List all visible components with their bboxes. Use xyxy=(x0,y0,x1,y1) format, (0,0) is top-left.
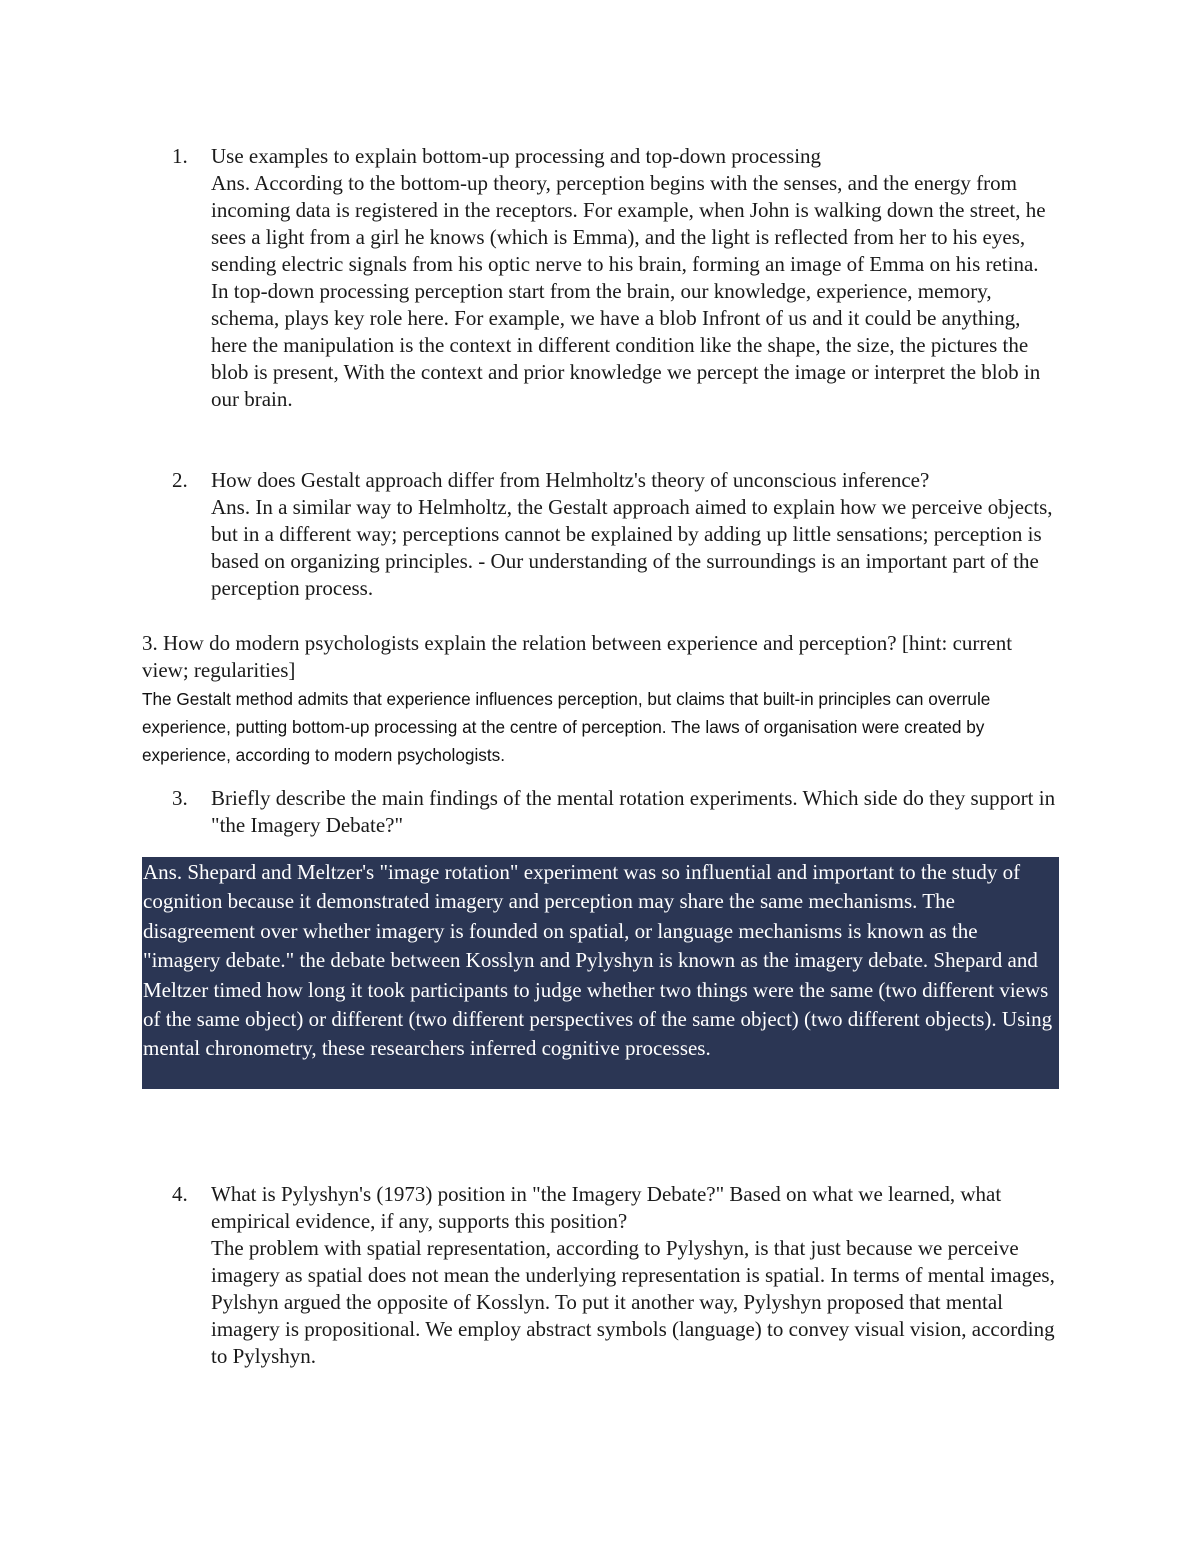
question-text: Use examples to explain bottom-up processing and top-down processing xyxy=(211,144,822,168)
question-text: How does Gestalt approach differ from Helmholtz's theory of unconscious inference? xyxy=(211,468,930,492)
list-number: 1. xyxy=(172,144,188,168)
answer-paragraph: Ans. Shepard and Meltzer's "image rotation" experiment was so influential and important to the study of cognition because it demonstrated imagery and perception may share the same mechanisms. The disagreement over whether imagery is founded on spatial, or language mechanisms is known as the "imagery debate." the debate between Kosslyn and Pylyshyn is known as the imagery debate. Shepard and Meltzer timed how long it took participants to judge whether two things were the same (two different views of the same object) or different (two different perspectives of the same object) (two different objects). Using mental chronometry, these researchers inferred cognitive processes. xyxy=(143,860,1053,1061)
question-text: Briefly describe the main findings of the mental rotation experiments. Which side do they support in "the Imagery Debate?" xyxy=(211,786,1056,837)
answer-paragraph: Ans. In a similar way to Helmholtz, the Gestalt approach aimed to explain how we perceive objects, but in a different way; perceptions cannot be explained by adding up little sensations; perception is based on organizing principles. - Our understanding of the surroundings is an important part of the perception process. xyxy=(211,495,1053,600)
question-3a xyxy=(142,630,1062,769)
question-text: What is Pylyshyn's (1973) position in "the Imagery Debate?" Based on what we learned, what empirical evidence, if any, supports this position? xyxy=(211,1182,1002,1233)
highlighted-answer-block xyxy=(142,857,1059,1089)
list-number: 2. xyxy=(172,468,188,492)
answer-paragraph: The problem with spatial representation, according to Pylyshyn, is that just because we perceive imagery as spatial does not mean the underlying representation is spatial. In terms of mental images, Pylshyn argued the opposite of Kosslyn. To put it another way, Pylyshyn proposed that mental imagery is propositional. We employ abstract symbols (language) to convey visual vision, according to Pylyshyn. xyxy=(211,1236,1055,1368)
question-text: 3. How do modern psychologists explain the relation between experience and perception? [hint: current view; regularities] xyxy=(142,631,1013,682)
list-number: 4. xyxy=(172,1182,188,1206)
answer-paragraph: Ans. According to the bottom-up theory, perception begins with the senses, and the energy from incoming data is registered in the receptors. For example, when John is walking down the street, he sees a light from a girl he knows (which is Emma), and the light is reflected from her to his eyes, sending electric signals from his optic nerve to his brain, forming an image of Emma on his retina. xyxy=(211,171,1046,276)
list-number: 3. xyxy=(172,786,188,810)
answer-paragraph: In top-down processing perception start from the brain, our knowledge, experience, memory, schema, plays key role here. For example, we have a blob Infront of us and it could be anything, here the manipulation is the context in different condition like the shape, the size, the pictures the blob is present, With the context and prior knowledge we percept the image or interpret the blob in our brain. xyxy=(211,279,1041,411)
answer-paragraph: The Gestalt method admits that experience influences perception, but claims that built-in principles can overrule experience, putting bottom-up processing at the centre of perception. The laws of organisation were created by experience, according to modern psychologists. xyxy=(142,689,991,765)
